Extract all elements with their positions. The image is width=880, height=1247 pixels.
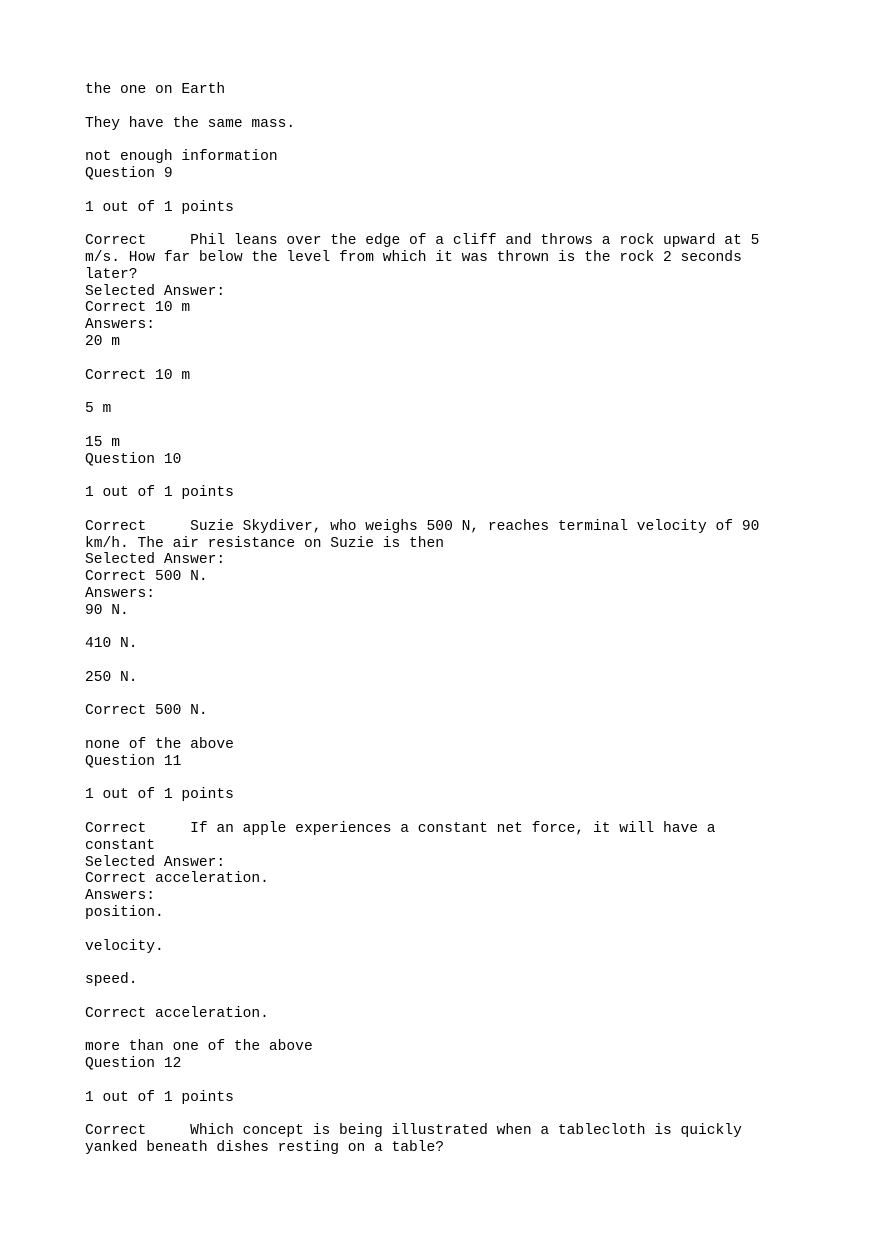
answer-option: Correct 10 m bbox=[85, 367, 191, 384]
question-prompt: later? bbox=[85, 266, 138, 283]
answer-option: position. bbox=[85, 905, 164, 922]
selected-answer-label: Selected Answer: bbox=[85, 552, 226, 569]
answer-option: 410 N. bbox=[85, 636, 138, 653]
question-points: 1 out of 1 points bbox=[85, 1089, 234, 1106]
answers-label: Answers: bbox=[85, 317, 156, 334]
answer-option: the one on Earth bbox=[85, 82, 226, 98]
document-page bbox=[85, 82, 785, 1157]
answer-option: Correct 500 N. bbox=[85, 703, 208, 720]
answer-option: velocity. bbox=[85, 938, 164, 955]
question-prompt: Correct Phil leans over the edge of a cliff and throws a rock upward at 5 bbox=[85, 233, 760, 250]
answer-option: Correct acceleration. bbox=[85, 1005, 269, 1022]
answer-option: speed. bbox=[85, 972, 138, 989]
question-prompt: Correct If an apple experiences a constant net force, it will have a bbox=[85, 821, 716, 838]
selected-answer-value: Correct 500 N. bbox=[85, 569, 208, 586]
question-prompt: km/h. The air resistance on Suzie is then bbox=[85, 535, 445, 552]
question-prompt: Correct Suzie Skydiver, who weighs 500 N, reaches terminal velocity of 90 bbox=[85, 518, 760, 535]
question-prompt: constant bbox=[85, 837, 156, 854]
answer-option: They have the same mass. bbox=[85, 115, 296, 132]
answer-option: 250 N. bbox=[85, 669, 138, 686]
answer-option: not enough information bbox=[85, 149, 278, 166]
question-prompt: yanked beneath dishes resting on a table? bbox=[85, 1140, 445, 1157]
question-points: 1 out of 1 points bbox=[85, 485, 234, 502]
answer-option: more than one of the above bbox=[85, 1039, 313, 1056]
answer-option: 5 m bbox=[85, 401, 112, 418]
question-title: Question 11 bbox=[85, 753, 182, 770]
selected-answer-label: Selected Answer: bbox=[85, 283, 226, 300]
answer-option: none of the above bbox=[85, 737, 234, 754]
answer-option: 90 N. bbox=[85, 602, 129, 619]
selected-answer-value: Correct acceleration. bbox=[85, 871, 269, 888]
answers-label: Answers: bbox=[85, 585, 156, 602]
answer-option: 15 m bbox=[85, 434, 121, 451]
question-title: Question 12 bbox=[85, 1056, 182, 1073]
question-points: 1 out of 1 points bbox=[85, 199, 234, 216]
question-title: Question 9 bbox=[85, 165, 173, 182]
question-title: Question 10 bbox=[85, 451, 182, 468]
question-points: 1 out of 1 points bbox=[85, 787, 234, 804]
answer-option: 20 m bbox=[85, 333, 121, 350]
selected-answer-value: Correct 10 m bbox=[85, 300, 191, 317]
question-prompt: m/s. How far below the level from which it was thrown is the rock 2 seconds bbox=[85, 249, 742, 266]
question-prompt: Correct Which concept is being illustrated when a tablecloth is quickly bbox=[85, 1123, 742, 1140]
selected-answer-label: Selected Answer: bbox=[85, 854, 226, 871]
answers-label: Answers: bbox=[85, 888, 156, 905]
